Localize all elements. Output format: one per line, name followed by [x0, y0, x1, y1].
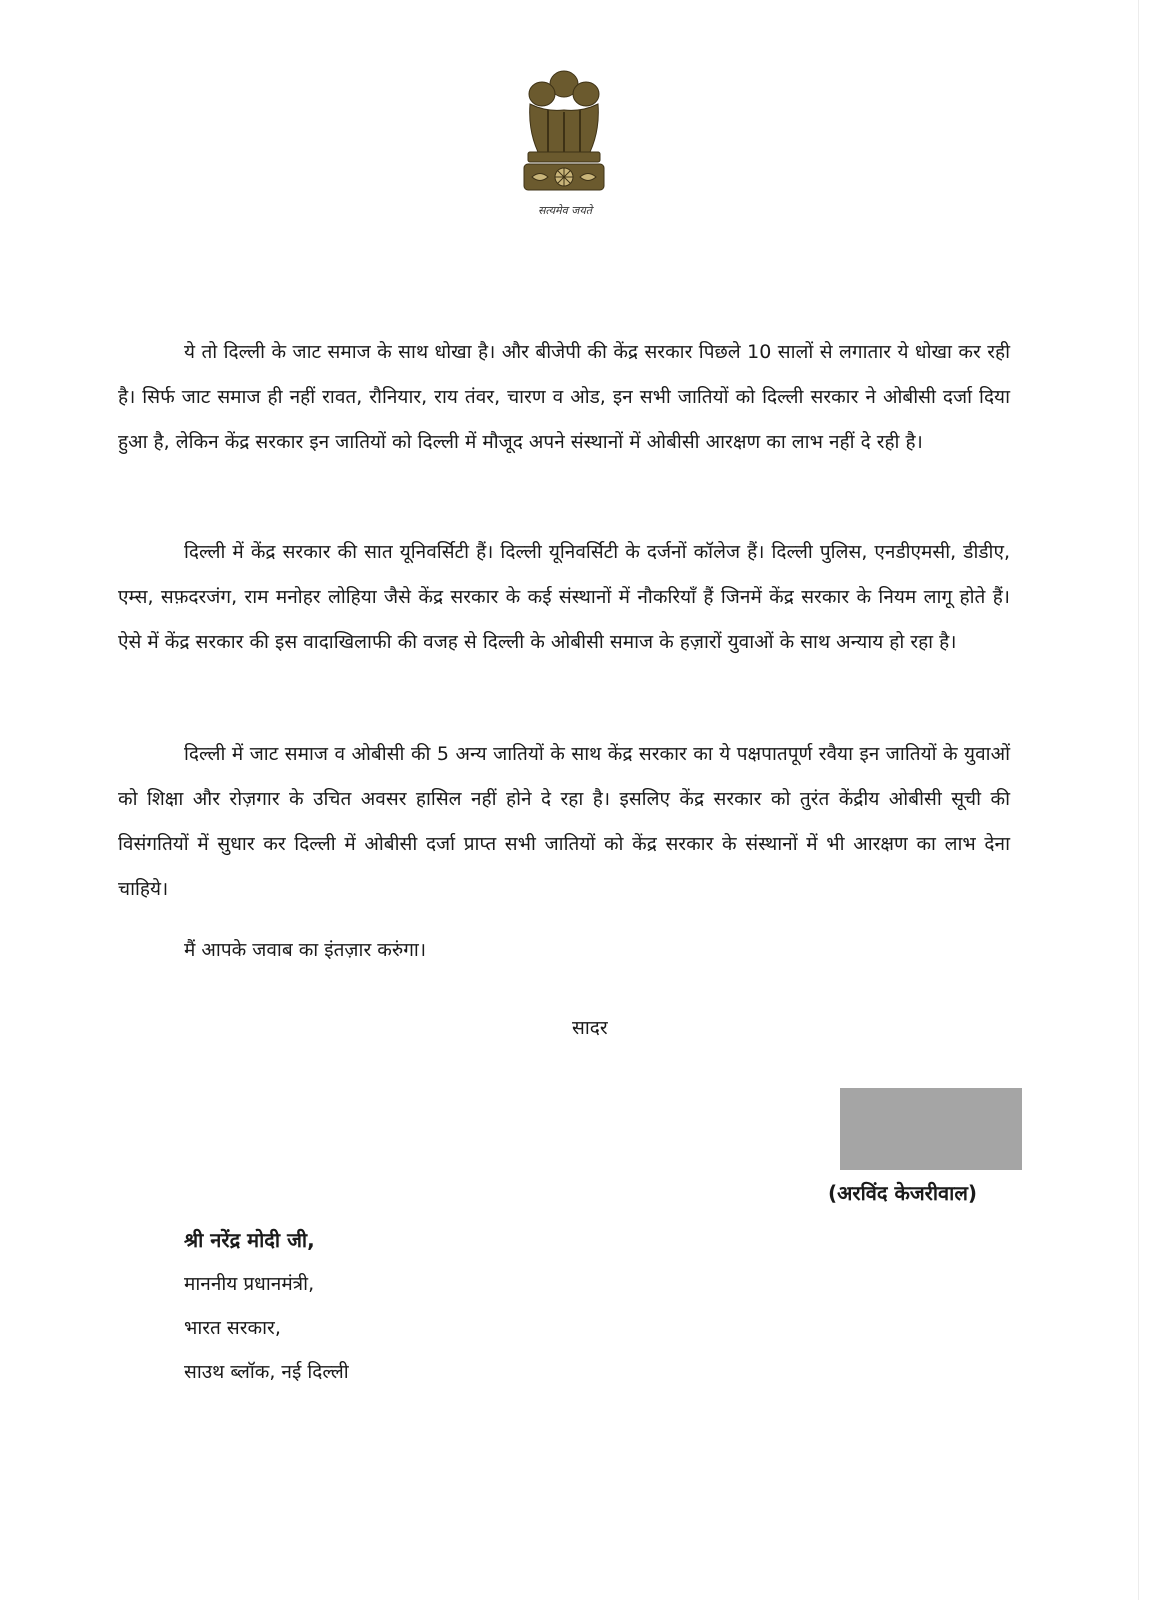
state-emblem-icon: [518, 60, 610, 200]
addressee-block: [184, 1218, 349, 1394]
emblem-motto: सत्यमेव जयते: [537, 204, 592, 217]
signer-name: (अरविंद केजरीवाल): [828, 1181, 978, 1205]
closing-line: मैं आपके जवाब का इंतज़ार करुंगा।: [184, 939, 427, 961]
redacted-signature: [840, 1088, 1022, 1170]
valediction: सादर: [572, 1017, 608, 1039]
addressee-designation: माननीय प्रधानमंत्री,: [184, 1273, 315, 1295]
letter-paragraph-2: दिल्ली में केंद्र सरकार की सात यूनिवर्सिटी हैं। दिल्ली यूनिवर्सिटी के दर्जनों कॉलेज हैं। दिल्ली पुलिस, एनडीएमसी, डीडीए, एम्स, सफ़दरजंग, राम मनोहर लोहिया जैसे केंद्र सरकार के कई संस्थानों में नौकरियाँ हैं जिनमें केंद्र सरकार के नियम लागू होते हैं। ऐसे में केंद्र सरकार की इस वादाखिलाफी की वजह से दिल्ली के ओबीसी समाज के हज़ारों युवाओं के साथ अन्याय हो रहा है।: [118, 541, 1010, 653]
addressee-address: साउथ ब्लॉक, नई दिल्ली: [184, 1361, 349, 1383]
addressee-organization: भारत सरकार,: [184, 1317, 281, 1339]
page-edge-line: [1138, 0, 1139, 1600]
addressee-name: श्री नरेंद्र मोदी जी,: [184, 1228, 315, 1252]
letter-paragraph-1: ये तो दिल्ली के जाट समाज के साथ धोखा है। और बीजेपी की केंद्र सरकार पिछले 10 सालों से लगातार ये धोखा कर रही है। सिर्फ जाट समाज ही नहीं रावत, रौनियार, राय तंवर, चारण व ओड, इन सभी जातियों को दिल्ली सरकार ने ओबीसी दर्जा दिया हुआ है, लेकिन केंद्र सरकार इन जातियों को दिल्ली में मौजूद अपने संस्थानों में ओबीसी आरक्षण का लाभ नहीं दे रही है।: [118, 341, 1010, 453]
letter-paragraph-3: दिल्ली में जाट समाज व ओबीसी की 5 अन्य जातियों के साथ केंद्र सरकार का ये पक्षपातपूर्ण रवैया इन जातियों के युवाओं को शिक्षा और रोज़गार के उचित अवसर हासिल नहीं होने दे रहा है। इसलिए केंद्र सरकार को तुरंत केंद्रीय ओबीसी सूची की विसंगतियों में सुधार कर दिल्ली में ओबीसी दर्जा प्राप्त सभी जातियों को केंद्र सरकार के संस्थानों में भी आरक्षण का लाभ देना चाहिये।: [118, 743, 1010, 900]
